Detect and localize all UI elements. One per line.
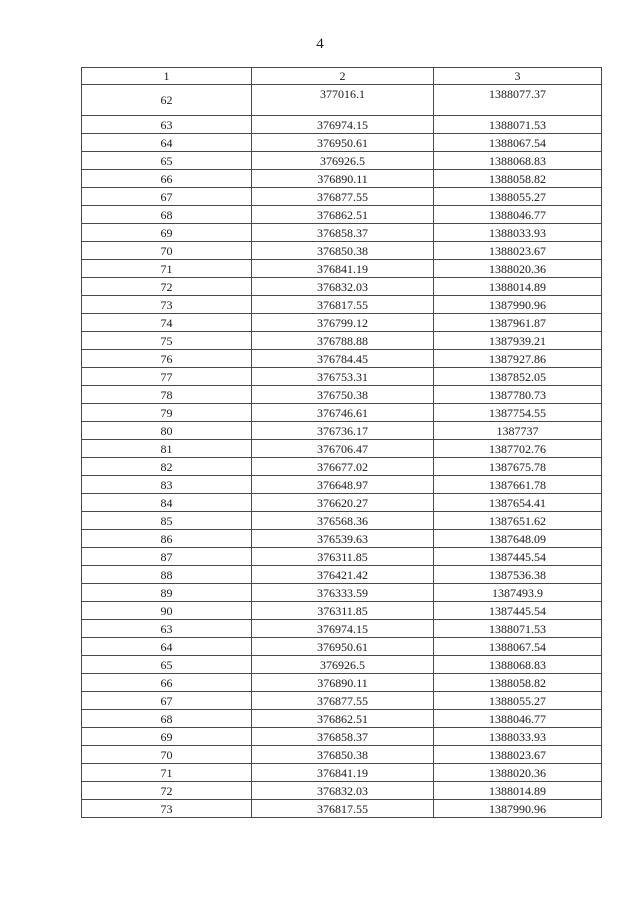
y-coordinate-cell: 1388068.83 [434, 152, 602, 170]
table-row [82, 368, 602, 386]
point-number-cell: 70 [82, 242, 252, 260]
x-coordinate-cell: 376784.45 [252, 350, 434, 368]
point-number-cell: 71 [82, 260, 252, 278]
x-coordinate-cell: 376926.5 [252, 152, 434, 170]
table-row [82, 350, 602, 368]
column-header-3: 3 [434, 68, 602, 85]
point-number-cell: 80 [82, 422, 252, 440]
x-coordinate-cell: 376862.51 [252, 206, 434, 224]
table-row [82, 620, 602, 638]
table-row [82, 332, 602, 350]
header-row [82, 68, 602, 85]
y-coordinate-cell: 1387990.96 [434, 800, 602, 818]
point-number-cell: 67 [82, 188, 252, 206]
y-coordinate-cell: 1388068.83 [434, 656, 602, 674]
point-number-cell: 65 [82, 152, 252, 170]
table-row [82, 188, 602, 206]
point-number-cell: 87 [82, 548, 252, 566]
table-row [82, 152, 602, 170]
point-number-cell: 84 [82, 494, 252, 512]
point-number-cell: 79 [82, 404, 252, 422]
table-row [82, 85, 602, 116]
y-coordinate-cell: 1388033.93 [434, 224, 602, 242]
y-coordinate-cell: 1388046.77 [434, 206, 602, 224]
x-coordinate-cell: 376832.03 [252, 278, 434, 296]
y-coordinate-cell: 1387927.86 [434, 350, 602, 368]
table-row [82, 674, 602, 692]
x-coordinate-cell: 376620.27 [252, 494, 434, 512]
y-coordinate-cell: 1387737 [434, 422, 602, 440]
table-row [82, 224, 602, 242]
point-number-cell: 83 [82, 476, 252, 494]
point-number-cell: 71 [82, 764, 252, 782]
x-coordinate-cell: 376877.55 [252, 188, 434, 206]
point-number-cell: 63 [82, 620, 252, 638]
table-row [82, 566, 602, 584]
point-number-cell: 88 [82, 566, 252, 584]
table-row [82, 584, 602, 602]
y-coordinate-cell: 1387445.54 [434, 602, 602, 620]
table-row [82, 530, 602, 548]
y-coordinate-cell: 1387661.78 [434, 476, 602, 494]
y-coordinate-cell: 1387702.76 [434, 440, 602, 458]
x-coordinate-cell: 376890.11 [252, 674, 434, 692]
table-row [82, 602, 602, 620]
point-number-cell: 75 [82, 332, 252, 350]
y-coordinate-cell: 1388055.27 [434, 188, 602, 206]
y-coordinate-cell: 1388046.77 [434, 710, 602, 728]
y-coordinate-cell: 1387654.41 [434, 494, 602, 512]
table-row [82, 476, 602, 494]
y-coordinate-cell: 1388020.36 [434, 260, 602, 278]
point-number-cell: 64 [82, 134, 252, 152]
x-coordinate-cell: 376753.31 [252, 368, 434, 386]
table-row [82, 494, 602, 512]
table-row [82, 692, 602, 710]
point-number-cell: 72 [82, 782, 252, 800]
x-coordinate-cell: 376841.19 [252, 764, 434, 782]
point-number-cell: 64 [82, 638, 252, 656]
point-number-cell: 63 [82, 116, 252, 134]
x-coordinate-cell: 376648.97 [252, 476, 434, 494]
table-row [82, 458, 602, 476]
point-number-cell: 69 [82, 728, 252, 746]
point-number-cell: 82 [82, 458, 252, 476]
x-coordinate-cell: 377016.1 [252, 85, 434, 116]
x-coordinate-cell: 376677.02 [252, 458, 434, 476]
point-number-cell: 73 [82, 296, 252, 314]
table-row [82, 296, 602, 314]
point-number-cell: 77 [82, 368, 252, 386]
y-coordinate-cell: 1387675.78 [434, 458, 602, 476]
point-number-cell: 69 [82, 224, 252, 242]
x-coordinate-cell: 376788.88 [252, 332, 434, 350]
table-row [82, 314, 602, 332]
x-coordinate-cell: 376311.85 [252, 548, 434, 566]
y-coordinate-cell: 1388014.89 [434, 278, 602, 296]
x-coordinate-cell: 376746.61 [252, 404, 434, 422]
table-row [82, 206, 602, 224]
y-coordinate-cell: 1388058.82 [434, 674, 602, 692]
point-number-cell: 70 [82, 746, 252, 764]
point-number-cell: 67 [82, 692, 252, 710]
x-coordinate-cell: 376817.55 [252, 296, 434, 314]
x-coordinate-cell: 376333.59 [252, 584, 434, 602]
table-row [82, 134, 602, 152]
y-coordinate-cell: 1387536.38 [434, 566, 602, 584]
table-row [82, 278, 602, 296]
x-coordinate-cell: 376421.42 [252, 566, 434, 584]
x-coordinate-cell: 376950.61 [252, 638, 434, 656]
y-coordinate-cell: 1387852.05 [434, 368, 602, 386]
point-number-cell: 81 [82, 440, 252, 458]
column-header-2: 2 [252, 68, 434, 85]
x-coordinate-cell: 376841.19 [252, 260, 434, 278]
table-body [82, 85, 602, 818]
y-coordinate-cell: 1387780.73 [434, 386, 602, 404]
x-coordinate-cell: 376850.38 [252, 242, 434, 260]
table-row [82, 440, 602, 458]
point-number-cell: 68 [82, 710, 252, 728]
page-number: 4 [316, 36, 324, 52]
x-coordinate-cell: 376858.37 [252, 728, 434, 746]
table-row [82, 800, 602, 818]
y-coordinate-cell: 1388023.67 [434, 242, 602, 260]
point-number-cell: 86 [82, 530, 252, 548]
y-coordinate-cell: 1388014.89 [434, 782, 602, 800]
x-coordinate-cell: 376706.47 [252, 440, 434, 458]
point-number-cell: 66 [82, 170, 252, 188]
table-row [82, 746, 602, 764]
y-coordinate-cell: 1387445.54 [434, 548, 602, 566]
x-coordinate-cell: 376311.85 [252, 602, 434, 620]
point-number-cell: 68 [82, 206, 252, 224]
coordinates-table [81, 67, 602, 818]
x-coordinate-cell: 376539.63 [252, 530, 434, 548]
point-number-cell: 76 [82, 350, 252, 368]
x-coordinate-cell: 376877.55 [252, 692, 434, 710]
point-number-cell: 90 [82, 602, 252, 620]
x-coordinate-cell: 376974.15 [252, 116, 434, 134]
y-coordinate-cell: 1387754.55 [434, 404, 602, 422]
x-coordinate-cell: 376950.61 [252, 134, 434, 152]
table-row [82, 116, 602, 134]
table-row [82, 764, 602, 782]
table-row [82, 404, 602, 422]
table-row [82, 548, 602, 566]
table-row [82, 242, 602, 260]
point-number-cell: 62 [82, 85, 252, 116]
x-coordinate-cell: 376817.55 [252, 800, 434, 818]
y-coordinate-cell: 1388067.54 [434, 134, 602, 152]
point-number-cell: 73 [82, 800, 252, 818]
y-coordinate-cell: 1388077.37 [434, 85, 602, 116]
column-header-1: 1 [82, 68, 252, 85]
point-number-cell: 78 [82, 386, 252, 404]
y-coordinate-cell: 1388020.36 [434, 764, 602, 782]
x-coordinate-cell: 376862.51 [252, 710, 434, 728]
table-row [82, 422, 602, 440]
table-row [82, 728, 602, 746]
point-number-cell: 74 [82, 314, 252, 332]
y-coordinate-cell: 1388071.53 [434, 620, 602, 638]
table-row [82, 782, 602, 800]
x-coordinate-cell: 376832.03 [252, 782, 434, 800]
point-number-cell: 65 [82, 656, 252, 674]
x-coordinate-cell: 376568.36 [252, 512, 434, 530]
table-row [82, 638, 602, 656]
y-coordinate-cell: 1388071.53 [434, 116, 602, 134]
table-row [82, 710, 602, 728]
x-coordinate-cell: 376799.12 [252, 314, 434, 332]
table-row [82, 386, 602, 404]
x-coordinate-cell: 376890.11 [252, 170, 434, 188]
x-coordinate-cell: 376736.17 [252, 422, 434, 440]
x-coordinate-cell: 376926.5 [252, 656, 434, 674]
y-coordinate-cell: 1387939.21 [434, 332, 602, 350]
coordinates-table-container [81, 67, 601, 818]
table-header [82, 68, 602, 85]
y-coordinate-cell: 1388067.54 [434, 638, 602, 656]
y-coordinate-cell: 1388023.67 [434, 746, 602, 764]
table-row [82, 260, 602, 278]
y-coordinate-cell: 1388055.27 [434, 692, 602, 710]
table-row [82, 656, 602, 674]
point-number-cell: 85 [82, 512, 252, 530]
point-number-cell: 89 [82, 584, 252, 602]
y-coordinate-cell: 1387990.96 [434, 296, 602, 314]
x-coordinate-cell: 376750.38 [252, 386, 434, 404]
y-coordinate-cell: 1388058.82 [434, 170, 602, 188]
table-row [82, 170, 602, 188]
table-row [82, 512, 602, 530]
point-number-cell: 66 [82, 674, 252, 692]
y-coordinate-cell: 1388033.93 [434, 728, 602, 746]
x-coordinate-cell: 376858.37 [252, 224, 434, 242]
x-coordinate-cell: 376974.15 [252, 620, 434, 638]
point-number-cell: 72 [82, 278, 252, 296]
y-coordinate-cell: 1387961.87 [434, 314, 602, 332]
y-coordinate-cell: 1387651.62 [434, 512, 602, 530]
x-coordinate-cell: 376850.38 [252, 746, 434, 764]
y-coordinate-cell: 1387648.09 [434, 530, 602, 548]
y-coordinate-cell: 1387493.9 [434, 584, 602, 602]
